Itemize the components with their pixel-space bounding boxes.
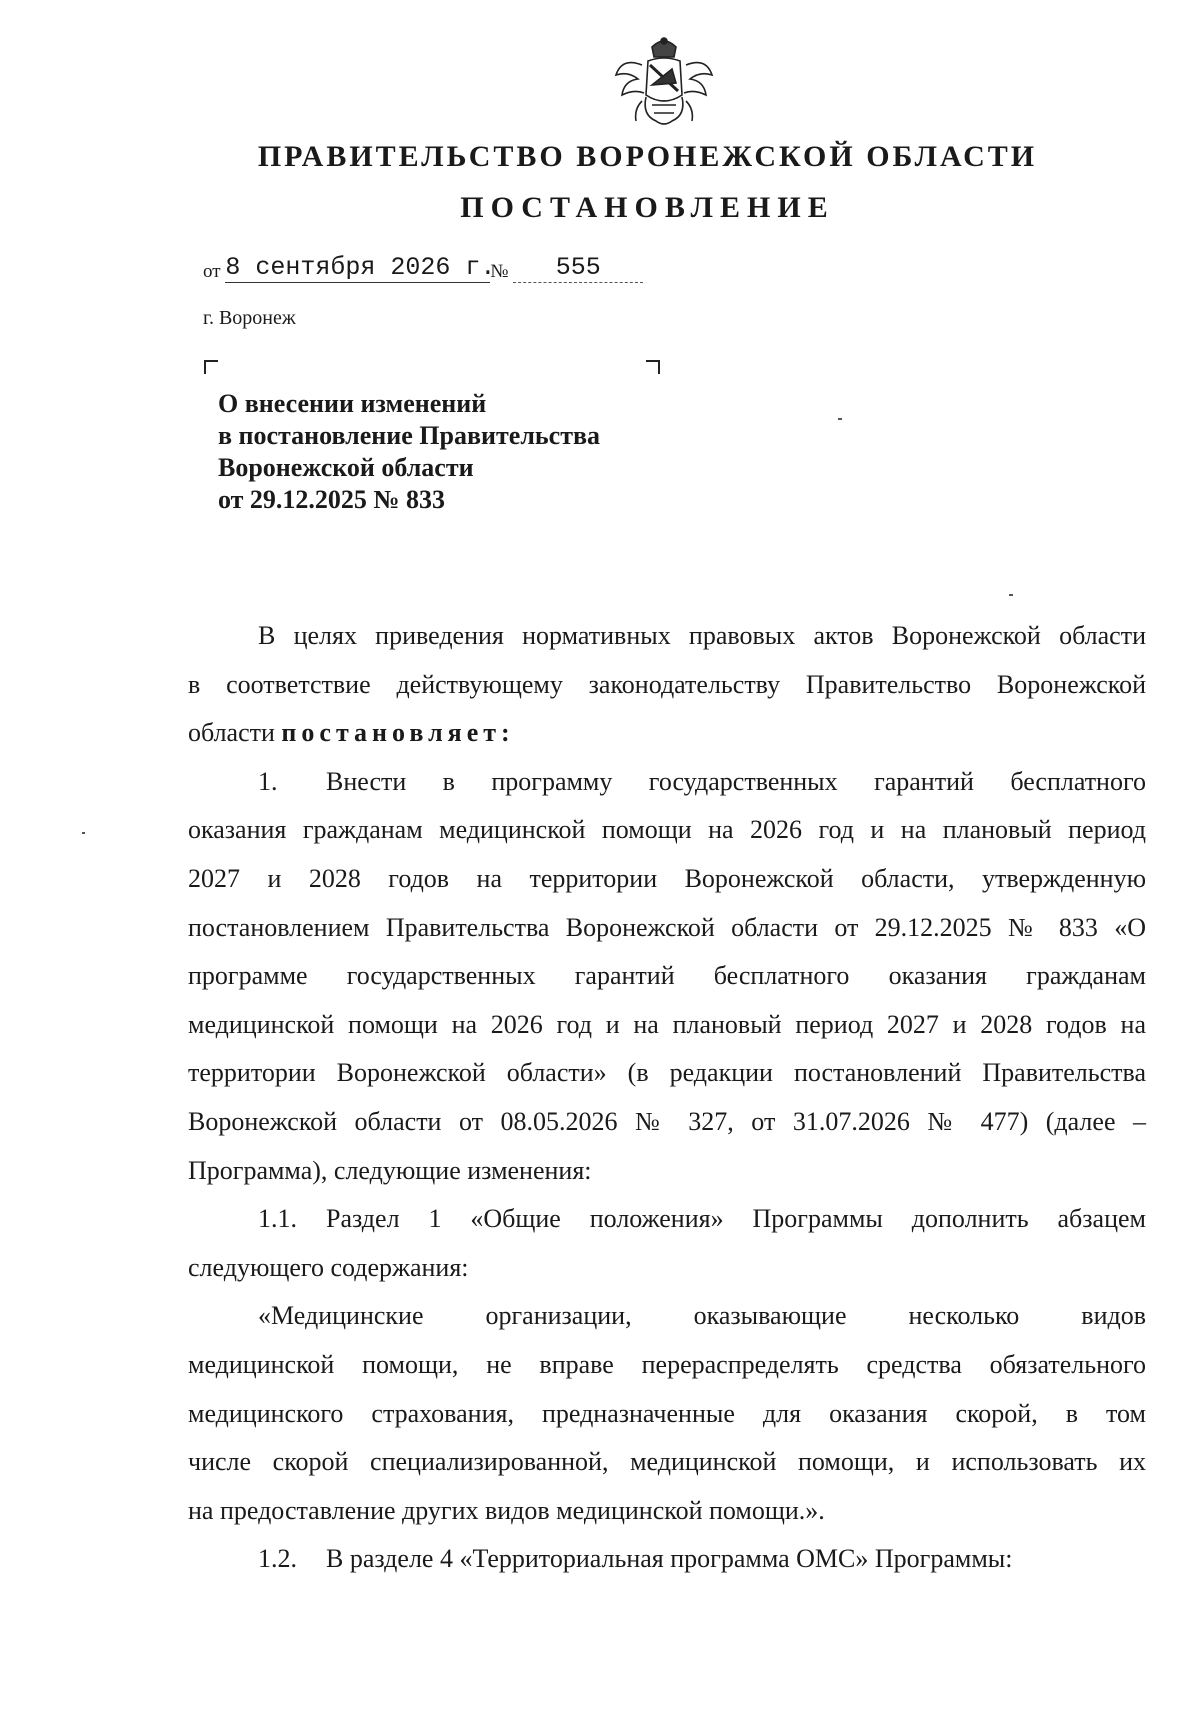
- item-number: 1.2.: [258, 1544, 297, 1574]
- body-line: следующего содержания:: [188, 1252, 469, 1282]
- document-type-title: ПОСТАНОВЛЕНИЕ: [460, 191, 835, 224]
- item-text: Раздел 1 «Общие положения» Программы дополнить абзацем: [326, 1204, 1146, 1234]
- subject-line: в постановление Правительства: [218, 421, 601, 450]
- bracket-corner-top-left: [204, 360, 218, 374]
- document-body: [188, 612, 1146, 1584]
- scan-speck: [838, 418, 842, 420]
- body-line: медицинской помощи, не вправе перераспределять средства обязательного: [188, 1349, 1146, 1379]
- body-line: медицинского страхования, предназначенные для оказания скорой, в том: [188, 1398, 1146, 1428]
- body-line: в соответствие действующему законодательству Правительство Воронежской: [188, 669, 1146, 699]
- body-line: медицинской помощи на 2026 год и на плановый период 2027 и 2028 годов на: [188, 1009, 1146, 1039]
- subject-line: Воронежской области: [218, 453, 474, 482]
- body-line: Программа), следующие изменения:: [188, 1155, 592, 1185]
- document-subject: [218, 388, 600, 516]
- body-line: [188, 1535, 1146, 1584]
- registration-line: [203, 255, 643, 283]
- body-line: Воронежской области от 08.05.2026 № 327, от 31.07.2026 № 477) (далее –: [188, 1106, 1146, 1136]
- coat-of-arms-emblem-icon: [612, 35, 716, 131]
- body-line: [188, 758, 1146, 807]
- item-number: 1.: [258, 766, 278, 796]
- subject-line: О внесении изменений: [218, 389, 487, 418]
- body-line: [188, 1195, 1146, 1244]
- body-line: оказания гражданам медицинской помощи на 2026 год и на плановый период: [188, 815, 1146, 845]
- number-label: №: [490, 261, 509, 282]
- preamble-end: области: [188, 718, 275, 748]
- item-text: В разделе 4 «Территориальная программа ОМС» Программы:: [326, 1544, 1013, 1574]
- subject-line: от 29.12.2025 № 833: [218, 485, 446, 514]
- body-line: территории Воронежской области» (в редакции постановлений Правительства: [188, 1058, 1146, 1088]
- body-line: «Медицинские организации, оказывающие несколько видов: [258, 1301, 1146, 1331]
- scan-speck: [1009, 594, 1013, 596]
- item-number: 1.1.: [258, 1204, 297, 1234]
- scan-speck: [82, 832, 85, 834]
- decree-word: постановляет:: [281, 718, 515, 748]
- body-line: постановлением Правительства Воронежской области от 29.12.2025 № 833 «О: [188, 912, 1146, 942]
- item-text: Внести в программу государственных гарантий бесплатного: [326, 766, 1146, 796]
- document-date: 8 сентября 2026 г.: [225, 253, 496, 282]
- body-line: программе государственных гарантий бесплатного оказания гражданам: [188, 961, 1146, 991]
- body-line: 2027 и 2028 годов на территории Воронежской области, утвержденную: [188, 863, 1146, 893]
- organization-title: ПРАВИТЕЛЬСТВО ВОРОНЕЖСКОЙ ОБЛАСТИ: [257, 140, 1038, 173]
- bracket-corner-top-right: [646, 360, 660, 374]
- from-label: от: [203, 261, 221, 282]
- body-line: [188, 709, 1146, 758]
- body-line: В целях приведения нормативных правовых актов Воронежской области: [258, 621, 1146, 650]
- document-number: 555: [513, 255, 643, 283]
- body-line: числе скорой специализированной, медицинской помощи, и использовать их: [188, 1447, 1146, 1477]
- city-name: г. Воронеж: [203, 307, 296, 329]
- body-line: на предоставление других видов медицинской помощи.».: [188, 1495, 825, 1525]
